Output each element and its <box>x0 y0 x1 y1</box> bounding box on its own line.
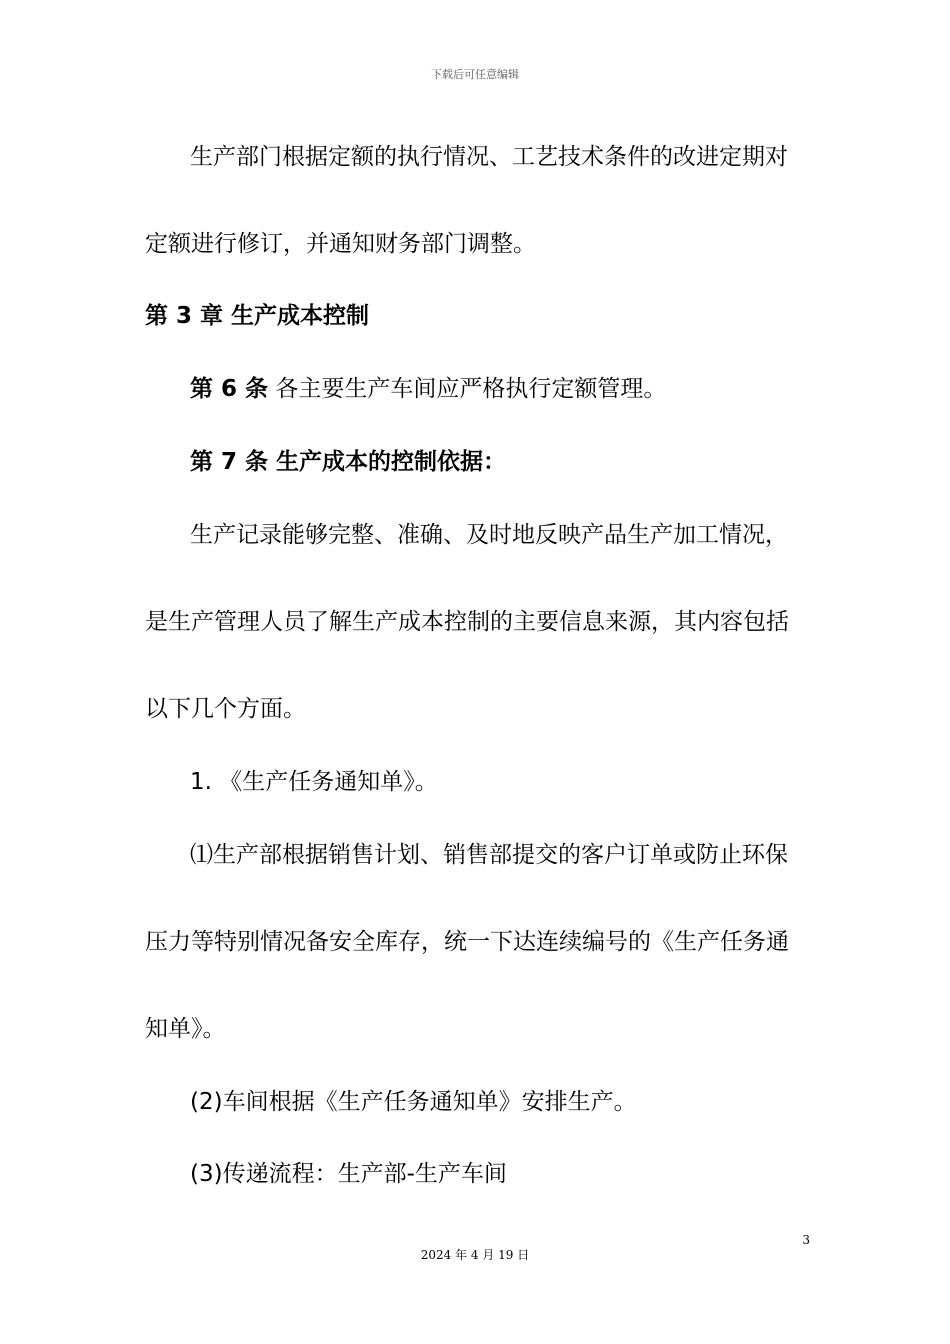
article-6-text: 各主要生产车间应严格执行定额管理。 <box>268 376 667 402</box>
paragraph-line: (3)传递流程：生产部-生产车间 <box>190 1161 507 1187</box>
paragraph-line: 以下几个方面。 <box>145 696 306 722</box>
article-6 <box>190 370 860 403</box>
page-footer-date: 2024 年 4 月 19 日 <box>420 1248 530 1262</box>
paragraph-line: 知单》。 <box>145 1016 226 1042</box>
page-header: 下载后可任意编辑 <box>431 68 519 81</box>
chapter-title: 第 3 章 生产成本控制 <box>145 303 370 329</box>
paragraph-line: 生产记录能够完整、准确、及时地反映产品生产加工情况， <box>190 522 788 548</box>
article-6-label: 第 6 条 <box>190 376 269 402</box>
paragraph-line: 压力等特别情况备安全库存，统一下达连续编号的《生产任务通 <box>145 929 789 955</box>
page-number: 3 <box>802 1233 810 1247</box>
paragraph-line: (2)车间根据《生产任务通知单》安排生产。 <box>190 1089 637 1115</box>
paragraph-line: 生产部门根据定额的执行情况、工艺技术条件的改进定期对 <box>190 144 788 170</box>
paragraph-line: ⑴生产部根据销售计划、销售部提交的客户订单或防止环保 <box>190 842 788 868</box>
list-item: 1. 《生产任务通知单》。 <box>190 769 438 795</box>
paragraph-line: 定额进行修订，并通知财务部门调整。 <box>145 231 536 257</box>
paragraph-line: 是生产管理人员了解生产成本控制的主要信息来源，其内容包括 <box>145 609 789 635</box>
article-7-title: 第 7 条 生产成本的控制依据： <box>190 449 507 475</box>
